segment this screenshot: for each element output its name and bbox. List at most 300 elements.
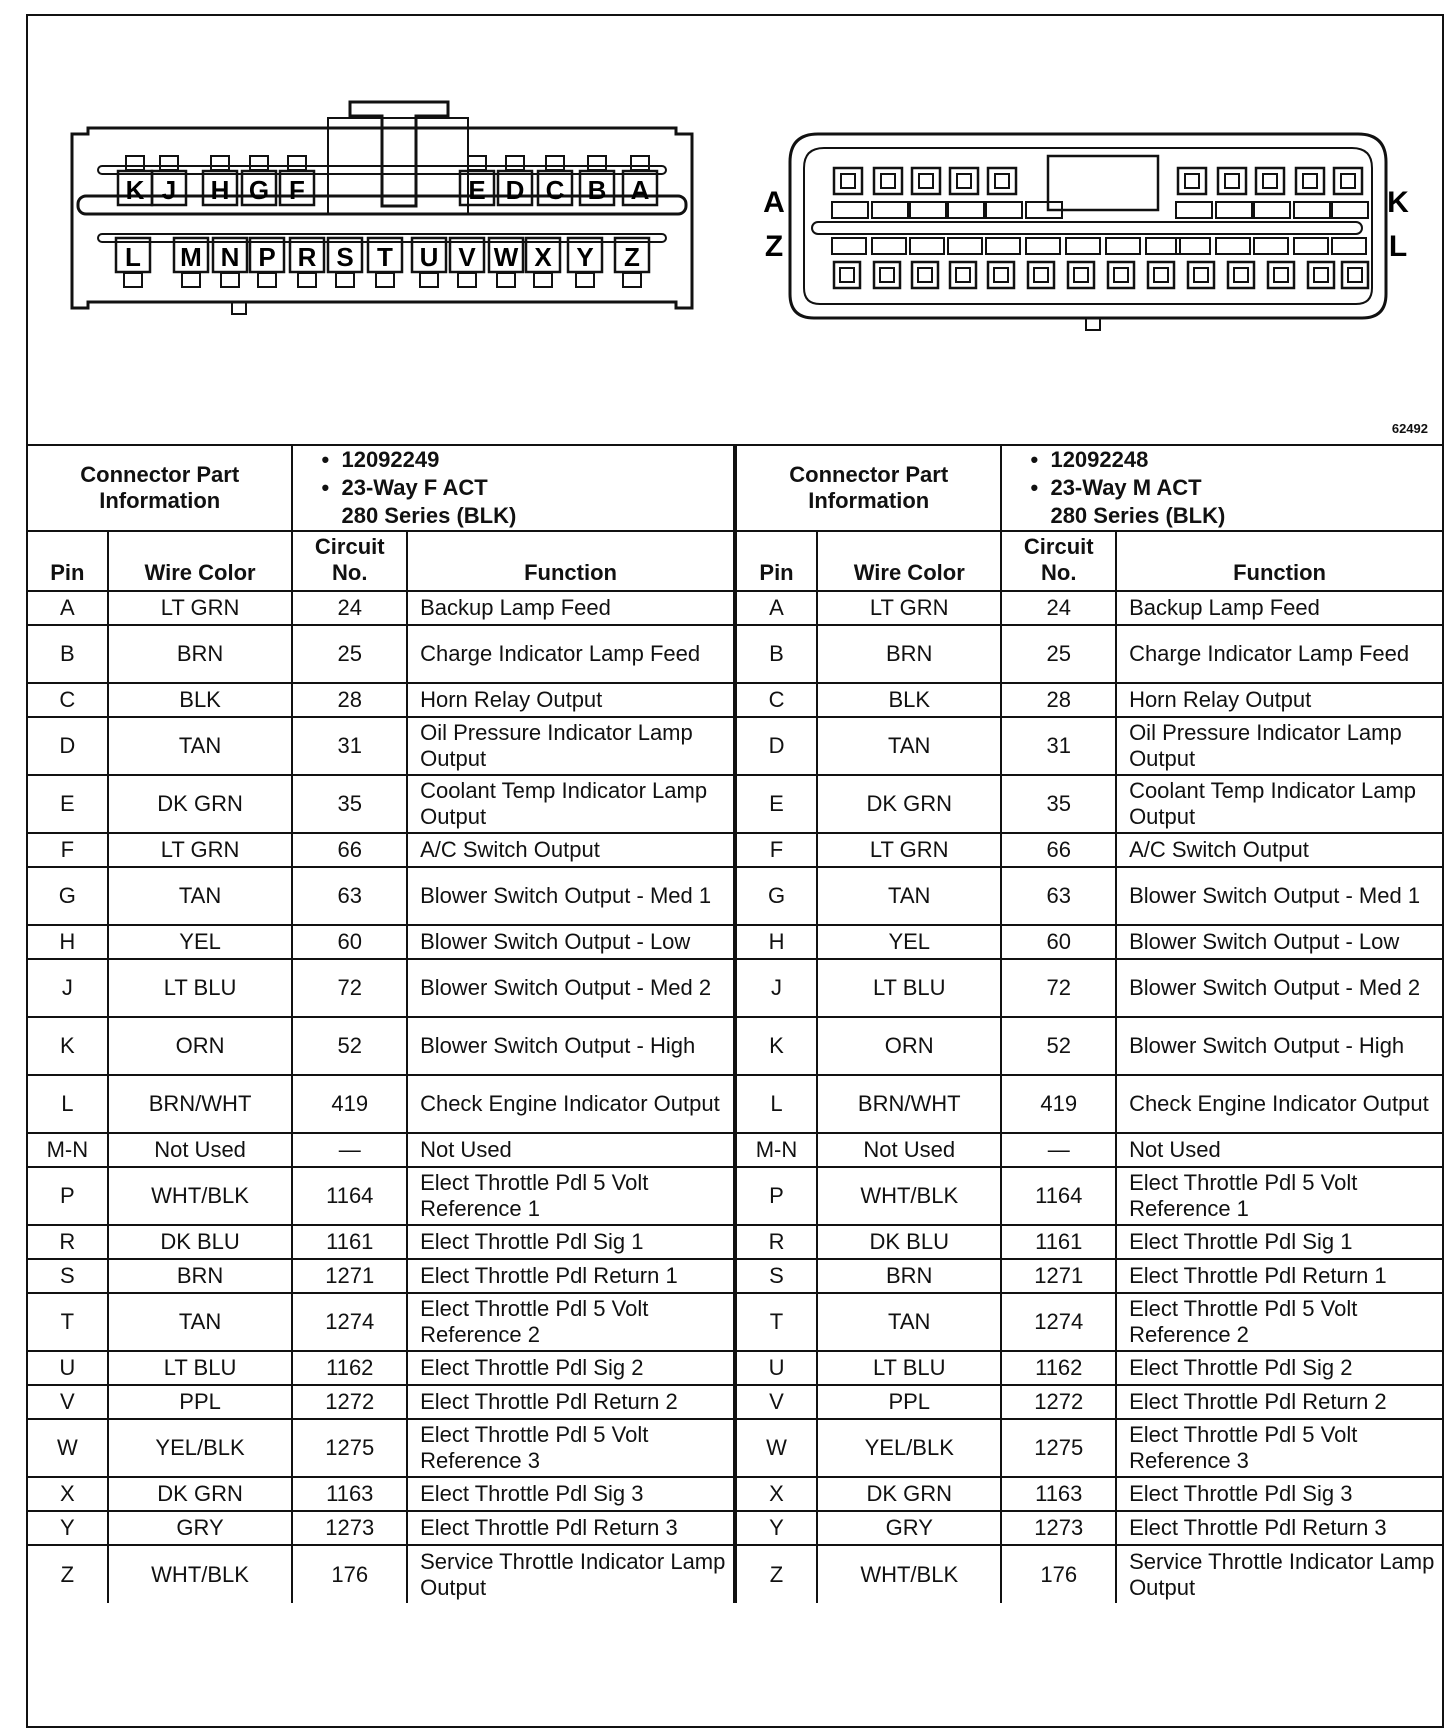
wire-color-cell: LT GRN (817, 833, 1001, 867)
wire-color-cell: LT BLU (108, 959, 293, 1017)
right-top-pin-inner (995, 174, 1009, 188)
left-bottom-pin-latch (576, 273, 594, 287)
pin-cell: J (28, 959, 108, 1017)
table-row (28, 1133, 734, 1167)
circuit-cell: 1271 (292, 1259, 407, 1293)
pin-cell: P (736, 1167, 817, 1225)
right-bottom-pin-inner (1034, 268, 1048, 282)
wire-color-cell: GRY (817, 1511, 1001, 1545)
circuit-cell: 1164 (1001, 1167, 1116, 1225)
right-bottom-pin-cell (1068, 262, 1094, 288)
circuit-cell: 28 (292, 683, 407, 717)
circuit-cell: 72 (292, 959, 407, 1017)
left-bottom-pin-latch (376, 273, 394, 287)
pin-cell: J (736, 959, 817, 1017)
circuit-cell: 1273 (292, 1511, 407, 1545)
circuit-cell: 31 (1001, 717, 1116, 775)
wire-color-cell: TAN (108, 717, 293, 775)
right-pin-slot (1294, 238, 1328, 254)
right-top-pin-cell (1218, 168, 1246, 194)
left-connector-foot (232, 302, 246, 314)
right-bottom-pin-inner (994, 268, 1008, 282)
left-top-pin-label: G (248, 175, 270, 205)
wire-color-cell: TAN (817, 717, 1001, 775)
circuit-cell: 1271 (1001, 1259, 1116, 1293)
wire-color-cell: Not Used (108, 1133, 293, 1167)
left-top-pin-label: K (125, 175, 145, 205)
circuit-cell: 25 (1001, 625, 1116, 683)
connector-info-value: • 12092248 • 23-Way M ACT 280 Series (BLK) (1001, 445, 1442, 531)
right-bottom-pin-inner (956, 268, 970, 282)
function-cell: Elect Throttle Pdl Sig 2 (1116, 1351, 1442, 1385)
right-top-pin-cell (988, 168, 1016, 194)
table-row (28, 1225, 734, 1259)
function-cell: Horn Relay Output (407, 683, 734, 717)
function-cell: Elect Throttle Pdl Return 3 (407, 1511, 734, 1545)
left-bottom-pin-latch (458, 273, 476, 287)
right-bottom-pin-inner (1314, 268, 1328, 282)
right-pin-slot (832, 238, 866, 254)
right-top-pin-inner (1263, 174, 1277, 188)
right-pin-slot (1146, 238, 1180, 254)
right-pin-slot (986, 238, 1020, 254)
table-row (28, 717, 734, 775)
circuit-cell: 1275 (1001, 1419, 1116, 1477)
pin-cell: F (28, 833, 108, 867)
function-cell: Blower Switch Output - High (1116, 1017, 1442, 1075)
pin-cell: S (28, 1259, 108, 1293)
wire-color-cell: WHT/BLK (108, 1545, 293, 1603)
right-top-pin-inner (1341, 174, 1355, 188)
right-bottom-pin-inner (1154, 268, 1168, 282)
function-cell: Elect Throttle Pdl Sig 2 (407, 1351, 734, 1385)
table-row (736, 775, 1442, 833)
wire-color-cell: BRN (817, 625, 1001, 683)
pin-cell: X (736, 1477, 817, 1511)
function-cell: Elect Throttle Pdl 5 Volt Reference 1 (1116, 1167, 1442, 1225)
wire-color-cell: LT BLU (108, 1351, 293, 1385)
right-pin-slot (1026, 238, 1060, 254)
right-pin-slot (1254, 202, 1290, 218)
function-cell: Horn Relay Output (1116, 683, 1442, 717)
function-cell: Charge Indicator Lamp Feed (407, 625, 734, 683)
pin-cell: H (28, 925, 108, 959)
circuit-cell: 1161 (292, 1225, 407, 1259)
wire-color-cell: DK BLU (817, 1225, 1001, 1259)
function-cell: Backup Lamp Feed (1116, 591, 1442, 625)
circuit-cell: 1273 (1001, 1511, 1116, 1545)
pin-cell: L (736, 1075, 817, 1133)
wire-color-cell: YEL (108, 925, 293, 959)
right-pin-slot (872, 238, 906, 254)
function-cell: Blower Switch Output - High (407, 1017, 734, 1075)
table-row (736, 1419, 1442, 1477)
table-row (736, 1477, 1442, 1511)
right-pin-slot (832, 202, 868, 218)
left-bottom-pin-label: L (125, 242, 141, 272)
right-top-pin-cell (874, 168, 902, 194)
pinout-table (735, 444, 1442, 1603)
pin-cell: C (28, 683, 108, 717)
right-bottom-pin-inner (1348, 268, 1362, 282)
left-bottom-pin-label: U (419, 242, 439, 272)
wire-color-cell: WHT/BLK (817, 1167, 1001, 1225)
function-cell: Elect Throttle Pdl Return 1 (1116, 1259, 1442, 1293)
function-header: Function (407, 531, 734, 591)
left-top-pin-label: B (587, 175, 607, 205)
function-cell: Elect Throttle Pdl Sig 1 (407, 1225, 734, 1259)
table-row (736, 625, 1442, 683)
function-cell: Service Throttle Indicator Lamp Output (407, 1545, 734, 1603)
wire-color-cell: ORN (108, 1017, 293, 1075)
table-row (736, 925, 1442, 959)
function-cell: Elect Throttle Pdl Return 3 (1116, 1511, 1442, 1545)
table-row (28, 625, 734, 683)
right-connector-body (790, 134, 1386, 318)
wire-color-cell: Not Used (817, 1133, 1001, 1167)
connector-info-value: • 12092249 • 23-Way F ACT 280 Series (BLK) (292, 445, 734, 531)
table-row (736, 1385, 1442, 1419)
left-bottom-pin-latch (124, 273, 142, 287)
pin-cell: W (28, 1419, 108, 1477)
connector-description: 23-Way M ACT (1050, 475, 1202, 500)
table-row (28, 1477, 734, 1511)
right-pin-slot (910, 202, 946, 218)
pin-cell: T (28, 1293, 108, 1351)
right-bottom-pin-inner (1114, 268, 1128, 282)
left-top-pin-latch (468, 156, 486, 170)
table-row (736, 833, 1442, 867)
left-top-pin-latch (288, 156, 306, 170)
wire-color-cell: TAN (817, 1293, 1001, 1351)
right-bottom-pin-cell (1148, 262, 1174, 288)
wire-color-cell: YEL/BLK (817, 1419, 1001, 1477)
left-top-pin-latch (506, 156, 524, 170)
wire-color-cell: ORN (817, 1017, 1001, 1075)
pin-cell: K (28, 1017, 108, 1075)
table-row (736, 1293, 1442, 1351)
left-top-pin-label: E (468, 175, 486, 205)
function-cell: Check Engine Indicator Output (407, 1075, 734, 1133)
wire-color-cell: BLK (108, 683, 293, 717)
right-pin-slot (872, 202, 908, 218)
circuit-cell: 1272 (1001, 1385, 1116, 1419)
table-row (736, 717, 1442, 775)
table-row (28, 1545, 734, 1603)
wire-color-cell: YEL (817, 925, 1001, 959)
right-bottom-pin-cell (1228, 262, 1254, 288)
left-top-pin-label: J (161, 175, 177, 205)
circuit-cell: 25 (292, 625, 407, 683)
right-connector-key (1048, 156, 1158, 210)
circuit-cell: 1272 (292, 1385, 407, 1419)
function-cell: Not Used (407, 1133, 734, 1167)
right-pin-slot (1216, 202, 1252, 218)
right-pin-slot (948, 238, 982, 254)
left-bottom-pin-label: N (220, 242, 240, 272)
table-row (28, 1167, 734, 1225)
right-top-pin-cell (950, 168, 978, 194)
right-top-pin-inner (957, 174, 971, 188)
table-row (28, 1293, 734, 1351)
wire-color-cell: DK BLU (108, 1225, 293, 1259)
pin-cell: S (736, 1259, 817, 1293)
circuit-cell: 63 (1001, 867, 1116, 925)
table-row (28, 683, 734, 717)
connector-info-row (736, 445, 1442, 531)
right-bottom-pin-cell (1308, 262, 1334, 288)
left-bottom-pin-label: S (336, 242, 354, 272)
right-bottom-pin-inner (840, 268, 854, 282)
table-row (736, 867, 1442, 925)
right-bottom-pin-cell (1342, 262, 1368, 288)
pin-cell: G (736, 867, 817, 925)
left-bottom-pin-latch (298, 273, 316, 287)
pin-cell: M-N (736, 1133, 817, 1167)
table-row (28, 1511, 734, 1545)
connector-info-row (28, 445, 734, 531)
pin-cell: W (736, 1419, 817, 1477)
circuit-cell: 24 (292, 591, 407, 625)
right-connector (763, 134, 1409, 330)
left-top-pin-latch (588, 156, 606, 170)
pinout-tables (28, 444, 1442, 1603)
circuit-cell: 60 (292, 925, 407, 959)
left-connector (72, 102, 692, 314)
right-pin-slot (1294, 202, 1330, 218)
table-row (736, 683, 1442, 717)
connector-diagram (28, 16, 1442, 446)
right-top-pin-inner (919, 174, 933, 188)
wire-color-cell: BLK (817, 683, 1001, 717)
left-bottom-pin-label: Y (576, 242, 594, 272)
pin-cell: Y (28, 1511, 108, 1545)
table-row (28, 775, 734, 833)
right-pin-slot (1176, 202, 1212, 218)
table-row (28, 1017, 734, 1075)
right-bottom-pin-inner (1274, 268, 1288, 282)
left-top-pin-latch (126, 156, 144, 170)
left-bottom-pin-label: M (180, 242, 202, 272)
circuit-cell: 28 (1001, 683, 1116, 717)
circuit-header: Circuit No. (292, 531, 407, 591)
right-connector-foot (1086, 318, 1100, 330)
circuit-cell: — (292, 1133, 407, 1167)
function-cell: Blower Switch Output - Low (407, 925, 734, 959)
wire-color-cell: DK GRN (817, 775, 1001, 833)
pin-cell: A (736, 591, 817, 625)
pin-cell: R (28, 1225, 108, 1259)
right-top-pin-cell (834, 168, 862, 194)
header-row (736, 531, 1442, 591)
circuit-cell: 52 (292, 1017, 407, 1075)
circuit-cell: 1274 (292, 1293, 407, 1351)
function-cell: Blower Switch Output - Med 2 (1116, 959, 1442, 1017)
pin-cell: T (736, 1293, 817, 1351)
left-bottom-pin-latch (420, 273, 438, 287)
table-row (28, 1351, 734, 1385)
wire-color-cell: WHT/BLK (817, 1545, 1001, 1603)
wire-color-cell: GRY (108, 1511, 293, 1545)
function-cell: A/C Switch Output (1116, 833, 1442, 867)
circuit-cell: 1164 (292, 1167, 407, 1225)
left-top-pin-latch (631, 156, 649, 170)
function-cell: Service Throttle Indicator Lamp Output (1116, 1545, 1442, 1603)
left-bottom-pin-label: R (297, 242, 317, 272)
right-pin-slot (1254, 238, 1288, 254)
function-cell: Coolant Temp Indicator Lamp Output (407, 775, 734, 833)
left-bottom-pin-latch (623, 273, 641, 287)
function-cell: Not Used (1116, 1133, 1442, 1167)
connector-drawing (28, 16, 1442, 442)
left-top-pin-label: D (505, 175, 525, 205)
function-cell: Blower Switch Output - Med 1 (407, 867, 734, 925)
right-pin-slot (1066, 238, 1100, 254)
right-top-pin-inner (841, 174, 855, 188)
left-bottom-pin-latch (182, 273, 200, 287)
pin-cell: U (28, 1351, 108, 1385)
right-bottom-pin-cell (834, 262, 860, 288)
right-pin-slot (1106, 238, 1140, 254)
pin-cell: P (28, 1167, 108, 1225)
right-connector-rail (812, 222, 1362, 234)
table-row (736, 1225, 1442, 1259)
circuit-cell: — (1001, 1133, 1116, 1167)
left-top-pin-latch (160, 156, 178, 170)
connector-series: 280 Series (BLK) (341, 503, 517, 528)
right-pin-slot (986, 202, 1022, 218)
pin-cell: A (28, 591, 108, 625)
left-bottom-pin-label: X (534, 242, 552, 272)
circuit-cell: 1163 (1001, 1477, 1116, 1511)
right-side-label: Z (764, 230, 784, 263)
pin-cell: F (736, 833, 817, 867)
left-top-pin-label: C (545, 175, 565, 205)
function-cell: A/C Switch Output (407, 833, 734, 867)
left-bottom-pin-label: Z (624, 242, 640, 272)
circuit-cell: 35 (292, 775, 407, 833)
table-row (736, 1545, 1442, 1603)
right-bottom-pin-inner (918, 268, 932, 282)
pin-header: Pin (28, 531, 108, 591)
header-row (28, 531, 734, 591)
left-bottom-pin-latch (497, 273, 515, 287)
right-bottom-pin-cell (874, 262, 900, 288)
function-header: Function (1116, 531, 1442, 591)
right-bottom-pin-inner (1074, 268, 1088, 282)
pin-cell: V (28, 1385, 108, 1419)
left-bottom-pin-label: T (377, 242, 393, 272)
table-row (736, 1075, 1442, 1133)
wire-color-cell: LT BLU (817, 1351, 1001, 1385)
pin-cell: Z (28, 1545, 108, 1603)
right-top-pin-inner (881, 174, 895, 188)
wire-color-cell: LT GRN (108, 591, 293, 625)
circuit-cell: 1162 (292, 1351, 407, 1385)
function-cell: Blower Switch Output - Med 2 (407, 959, 734, 1017)
pin-cell: K (736, 1017, 817, 1075)
circuit-cell: 52 (1001, 1017, 1116, 1075)
right-bottom-pin-inner (880, 268, 894, 282)
wire-color-cell: BRN/WHT (108, 1075, 293, 1133)
table-row (736, 1133, 1442, 1167)
function-cell: Elect Throttle Pdl Return 2 (407, 1385, 734, 1419)
right-pin-slot (948, 202, 984, 218)
right-top-pin-cell (912, 168, 940, 194)
table-row (736, 1017, 1442, 1075)
left-top-pin-latch (546, 156, 564, 170)
wire-color-cell: DK GRN (108, 775, 293, 833)
table-row (736, 1511, 1442, 1545)
circuit-cell: 66 (1001, 833, 1116, 867)
table-row (28, 833, 734, 867)
pin-cell: L (28, 1075, 108, 1133)
table-row (28, 591, 734, 625)
function-cell: Oil Pressure Indicator Lamp Output (1116, 717, 1442, 775)
right-side-label: L (1388, 230, 1408, 263)
left-top-pin-latch (250, 156, 268, 170)
circuit-cell: 24 (1001, 591, 1116, 625)
wire-color-cell: TAN (817, 867, 1001, 925)
table-row (736, 591, 1442, 625)
right-bottom-pin-cell (1268, 262, 1294, 288)
left-top-pin-label: H (210, 175, 230, 205)
function-cell: Coolant Temp Indicator Lamp Output (1116, 775, 1442, 833)
table-row (28, 959, 734, 1017)
right-top-pin-inner (1225, 174, 1239, 188)
right-bottom-pin-cell (988, 262, 1014, 288)
pin-cell: D (28, 717, 108, 775)
wire-color-cell: BRN (817, 1259, 1001, 1293)
function-cell: Blower Switch Output - Med 1 (1116, 867, 1442, 925)
function-cell: Charge Indicator Lamp Feed (1116, 625, 1442, 683)
circuit-cell: 1275 (292, 1419, 407, 1477)
function-cell: Elect Throttle Pdl 5 Volt Reference 3 (1116, 1419, 1442, 1477)
pin-header: Pin (736, 531, 817, 591)
right-top-pin-cell (1256, 168, 1284, 194)
pin-cell: V (736, 1385, 817, 1419)
table-row (736, 1259, 1442, 1293)
table-row (28, 925, 734, 959)
part-number: 12092248 (1050, 447, 1149, 472)
left-bottom-pin-label: V (458, 242, 476, 272)
circuit-cell: 419 (292, 1075, 407, 1133)
pin-cell: B (28, 625, 108, 683)
connector-series: 280 Series (BLK) (1050, 503, 1226, 528)
pin-cell: U (736, 1351, 817, 1385)
right-bottom-pin-cell (950, 262, 976, 288)
function-cell: Elect Throttle Pdl Sig 1 (1116, 1225, 1442, 1259)
right-top-pin-cell (1296, 168, 1324, 194)
circuit-cell: 31 (292, 717, 407, 775)
pin-cell: H (736, 925, 817, 959)
wire-color-header: Wire Color (817, 531, 1001, 591)
circuit-cell: 63 (292, 867, 407, 925)
left-top-pin-latch (211, 156, 229, 170)
wire-color-cell: LT GRN (817, 591, 1001, 625)
pin-cell: Z (736, 1545, 817, 1603)
left-bottom-pin-latch (258, 273, 276, 287)
left-bottom-pin-latch (534, 273, 552, 287)
pin-cell: C (736, 683, 817, 717)
right-top-pin-inner (1185, 174, 1199, 188)
pin-cell: R (736, 1225, 817, 1259)
left-bottom-pin-latch (221, 273, 239, 287)
function-cell: Elect Throttle Pdl Sig 3 (407, 1477, 734, 1511)
left-top-pin-label: F (289, 175, 305, 205)
wire-color-cell: PPL (108, 1385, 293, 1419)
left-bottom-pin-label: P (258, 242, 276, 272)
